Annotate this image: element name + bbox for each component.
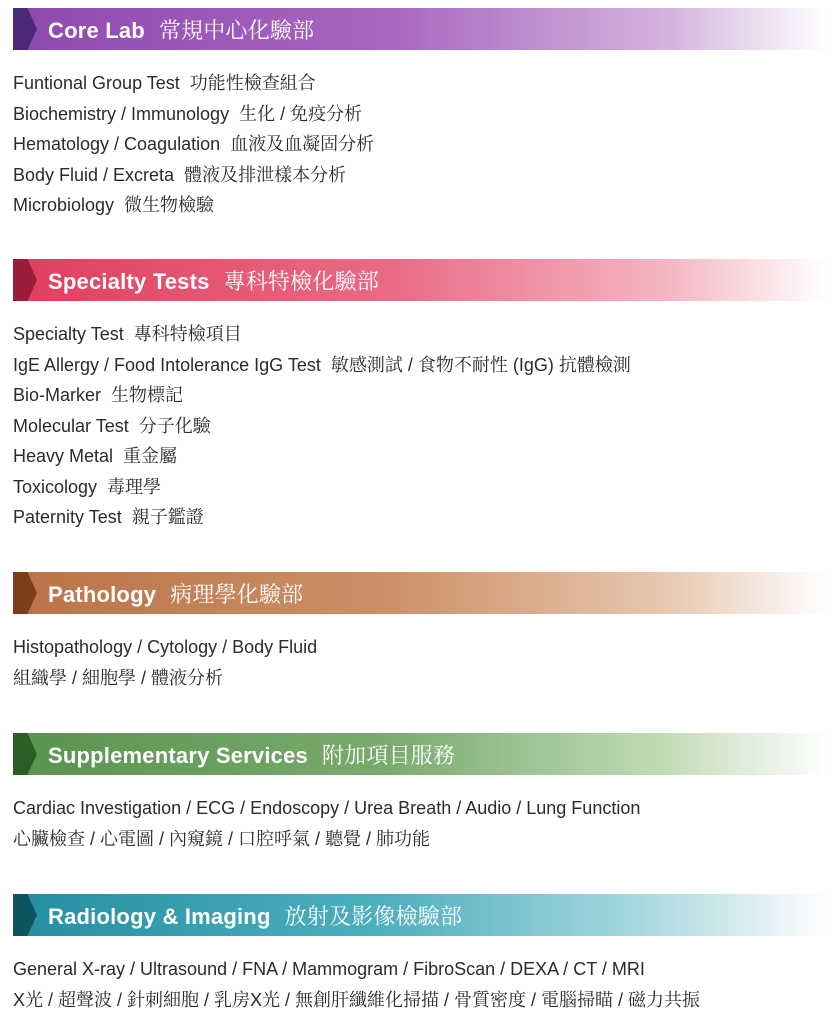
section-banner xyxy=(13,259,828,301)
section-pathology xyxy=(0,572,835,693)
list-item: Toxicology 毒理學 xyxy=(13,476,162,497)
list-item: Hematology / Coagulation 血液及血凝固分析 xyxy=(13,134,375,154)
list-item: Heavy Metal 重金屬 xyxy=(13,446,178,466)
section-banner xyxy=(13,894,828,936)
item-list xyxy=(13,632,835,693)
section-banner xyxy=(13,733,828,775)
section-title: Radiology & Imaging 放射及影像檢驗部 xyxy=(48,903,463,929)
list-item: Histopathology / Cytology / Body Fluid xyxy=(13,637,318,657)
section-title: Core Lab 常規中心化驗部 xyxy=(48,17,315,43)
item-list xyxy=(13,68,835,221)
list-item: 組織學 / 細胞學 / 體液分析 xyxy=(13,667,224,688)
list-item: Cardiac Investigation / ECG / Endoscopy / Urea Breath / Audio / Lung Function xyxy=(13,798,641,818)
list-item: X光 / 超聲波 / 針刺細胞 / 乳房X光 / 無創肝纖維化掃描 / 骨質密度 / 電腦掃瞄 / 磁力共振 xyxy=(13,989,701,1010)
list-item: Funtional Group Test 功能性檢查組合 xyxy=(13,73,316,93)
list-item: IgE Allergy / Food Intolerance IgG Test 敏感測試 / 食物不耐性 (IgG) 抗體檢測 xyxy=(13,354,631,375)
section-banner xyxy=(13,8,828,50)
list-item: Microbiology 微生物檢驗 xyxy=(13,195,215,215)
section-title: Supplementary Services 附加項目服務 xyxy=(48,742,456,768)
list-item: Bio-Marker 生物標記 xyxy=(13,385,184,405)
section-supplementary-services xyxy=(0,733,835,854)
section-title: Specialty Tests 專科特檢化驗部 xyxy=(48,268,379,294)
section-radiology-imaging xyxy=(0,894,835,1015)
section-specialty-tests xyxy=(0,259,835,533)
list-item: Molecular Test 分子化驗 xyxy=(13,415,211,436)
list-item: General X-ray / Ultrasound / FNA / Mammogram / FibroScan / DEXA / CT / MRI xyxy=(13,959,645,979)
item-list xyxy=(13,793,835,854)
item-list xyxy=(13,319,835,533)
list-item: Paternity Test 親子鑑證 xyxy=(13,507,204,527)
list-item: Biochemistry / Immunology 生化 / 免疫分析 xyxy=(13,103,363,124)
section-banner xyxy=(13,572,828,614)
list-item: Body Fluid / Excreta 體液及排泄樣本分析 xyxy=(13,164,347,185)
section-core-lab xyxy=(0,8,835,221)
section-title: Pathology 病理學化驗部 xyxy=(48,581,304,607)
list-item: Specialty Test 專科特檢項目 xyxy=(13,324,242,344)
list-item: 心臟檢查 / 心電圖 / 內窺鏡 / 口腔呼氣 / 聽覺 / 肺功能 xyxy=(13,828,431,849)
item-list xyxy=(13,954,835,1015)
